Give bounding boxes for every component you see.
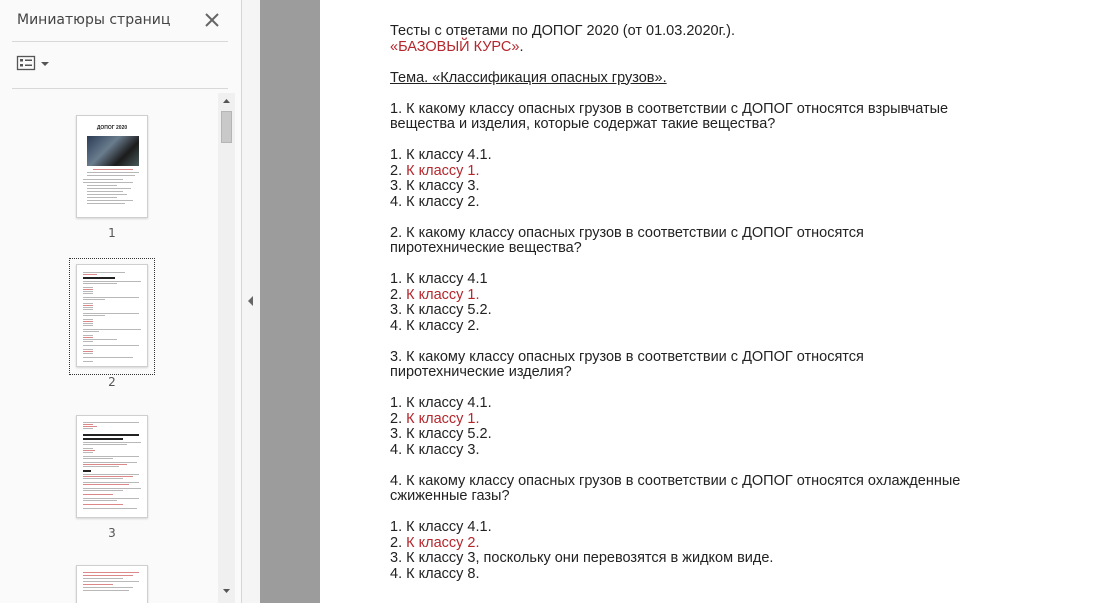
doc-course-title: «БАЗОВЫЙ КУРС»	[390, 38, 520, 55]
answer-option: 3. К классу 3, поскольку они перевозятся в жидком виде.	[390, 550, 774, 566]
answer-option: 4. К классу 3.	[390, 441, 480, 458]
thumbnail-label: 3	[108, 526, 116, 540]
answer-option: 3. К классу 5.2.	[390, 302, 492, 318]
thumbnail-photo	[87, 136, 139, 166]
divider	[12, 41, 228, 42]
question-text: пиротехнические изделия?	[390, 364, 572, 380]
correct-answer: К классу 1.	[406, 410, 480, 427]
thumbnail-page-2[interactable]	[76, 264, 148, 394]
thumbnail-list	[0, 93, 218, 603]
correct-answer: К классу 1.	[406, 286, 480, 303]
correct-answer: К классу 1.	[406, 162, 480, 179]
answer-option: 4. К классу 2.	[390, 193, 480, 210]
thumbnail-page-1[interactable]	[76, 115, 148, 245]
answer-option: 4. К классу 2.	[390, 317, 480, 334]
thumbnail-page-4[interactable]	[76, 565, 148, 603]
thumbnail-options-icon	[16, 54, 56, 74]
answer-option: 3. К классу 5.2.	[390, 426, 492, 442]
thumbnail-label: 2	[108, 375, 116, 389]
scroll-down-icon[interactable]	[218, 583, 235, 599]
answer-number: 2.	[390, 410, 407, 427]
thumbnail-label: 1	[108, 226, 116, 240]
answer-option: 1. К классу 4.1.	[390, 147, 492, 163]
question-text: 2. К какому классу опасных грузов в соответствии с ДОПОГ относятся	[390, 224, 864, 241]
doc-course-suffix: .	[519, 38, 524, 55]
answer-number: 2.	[390, 162, 407, 179]
panel-title: Миниатюры страниц	[17, 12, 171, 28]
doc-header-line: Тесты с ответами по ДОПОГ 2020 (от 01.03.2020г.).	[390, 23, 736, 39]
answer-option: 1. К классу 4.1.	[390, 395, 492, 411]
answer-option-correct	[390, 164, 1070, 180]
thumbnail-scrollbar[interactable]	[218, 93, 235, 603]
answer-option-correct	[390, 536, 1070, 552]
scrollbar-thumb[interactable]	[221, 111, 232, 143]
doc-topic: Тема. «Классификация опасных грузов».	[390, 69, 667, 86]
answer-option: 3. К классу 3.	[390, 178, 480, 194]
answer-option-correct	[390, 288, 1070, 304]
document-gutter	[260, 0, 320, 603]
thumbnail-image	[76, 565, 148, 603]
answer-option: 1. К классу 4.1.	[390, 519, 492, 535]
thumbnail-heading: ДОПОГ 2020	[96, 125, 128, 131]
close-icon[interactable]	[203, 11, 221, 29]
thumbnail-page-3[interactable]	[76, 415, 148, 545]
question-text: пиротехнические вещества?	[390, 240, 582, 256]
thumbnail-image	[76, 115, 148, 218]
question-text: 3. К какому классу опасных грузов в соответствии с ДОПОГ относятся	[390, 348, 864, 365]
thumbnail-image	[76, 415, 148, 518]
collapse-left-icon	[246, 294, 256, 308]
correct-answer: К классу 2.	[406, 534, 480, 551]
question-text: вещества и изделия, которые содержат такие вещества?	[390, 116, 776, 132]
divider	[12, 88, 228, 89]
thumbnails-panel	[0, 0, 242, 603]
doc-course-line	[390, 40, 1070, 56]
question-text: 4. К какому классу опасных грузов в соответствии с ДОПОГ относятся охлажденные	[390, 472, 961, 489]
document-page[interactable]	[320, 0, 1094, 603]
document-content	[390, 24, 1070, 582]
thumbnail-options-button[interactable]	[16, 54, 56, 74]
panel-header	[0, 0, 241, 42]
answer-option: 1. К классу 4.1	[390, 271, 488, 287]
answer-number: 2.	[390, 286, 407, 303]
answer-option-correct	[390, 412, 1070, 428]
scroll-up-icon[interactable]	[218, 93, 235, 109]
question-text: сжиженные газы?	[390, 488, 510, 504]
answer-number: 2.	[390, 534, 407, 551]
thumbnail-image	[76, 264, 148, 367]
answer-option: 4. К классу 8.	[390, 565, 480, 582]
collapse-panel-handle[interactable]	[242, 0, 260, 603]
question-text: 1. К какому классу опасных грузов в соответствии с ДОПОГ относятся взрывчатые	[390, 100, 949, 117]
